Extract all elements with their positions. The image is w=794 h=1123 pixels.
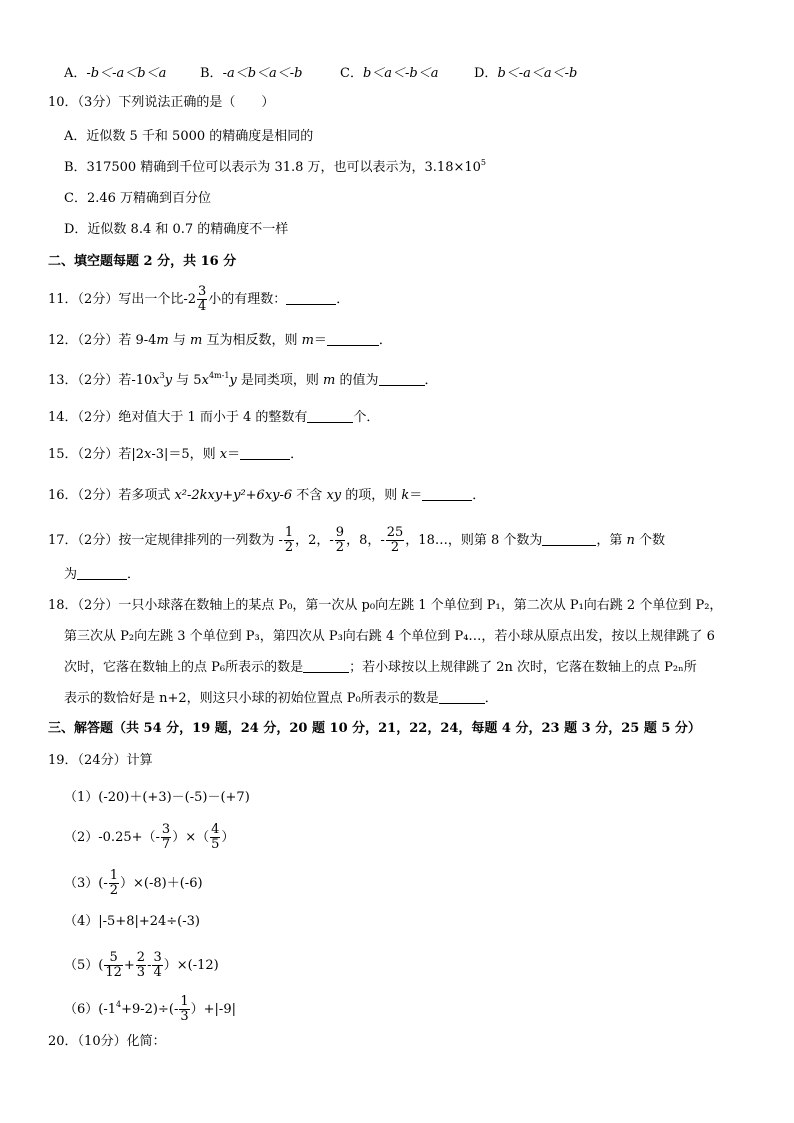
q10-option-c: C．2.46 万精确到百分位 bbox=[64, 191, 212, 206]
fraction: $\frac{1}{2}$ bbox=[284, 525, 294, 555]
answer-blank bbox=[542, 533, 596, 546]
q19-part-1: （1）(-20)＋(+3)－(-5)－(+7) bbox=[64, 790, 250, 805]
answer-blank bbox=[327, 333, 379, 346]
q19-stem: 19．（24分）计算 bbox=[48, 753, 153, 768]
q9-option-a: A．-b＜-a＜b＜a bbox=[64, 66, 167, 81]
answer-blank bbox=[439, 691, 485, 704]
q19-part-2: （2）-0.25+（- $\frac{3}{7}$ ）×（ $\frac{4}{5}$ ） bbox=[64, 822, 235, 852]
answer-blank bbox=[240, 447, 290, 460]
q19-part-5: （5）( $\frac{5}{12}$ + $\frac{2}{3}$ - $\frac{3}{4}$ ）×(-12) bbox=[64, 950, 219, 980]
section-2-heading: 二、填空题每题 2 分，共 16 分 bbox=[48, 254, 237, 269]
q9-option-d: D．b＜-a＜a＜-b bbox=[474, 66, 578, 81]
answer-blank bbox=[379, 373, 425, 386]
q9-option-c: C．b＜a＜-b＜a bbox=[340, 66, 439, 81]
fraction: $\frac{2}{3}$ bbox=[136, 950, 146, 980]
fraction: $\frac{1}{3}$ bbox=[180, 994, 189, 1024]
answer-blank bbox=[286, 292, 336, 305]
q16: 16．（2分）若多项式 x²-2kxy+y²+6xy-6 不含 xy 的项，则 k＝ ． bbox=[48, 488, 486, 503]
q10-option-a: A．近似数 5 千和 5000 的精确度是相同的 bbox=[64, 129, 314, 144]
q11: 11．（2分）写出一个比-2 $\frac{3}{4}$ 小的有理数： ． bbox=[48, 284, 350, 314]
answer-blank bbox=[422, 488, 472, 501]
fraction: $\frac{5}{12}$ bbox=[105, 950, 122, 980]
q19-part-6: $(6)(-1^4+9-2)\div(-$ $\frac{1}{3}$ ）+|-9| bbox=[64, 994, 236, 1024]
answer-blank bbox=[77, 567, 127, 580]
q19-part-4: （4）|-5+8|+24÷(-3) bbox=[64, 914, 200, 929]
answer-blank bbox=[307, 410, 353, 423]
q20-stem: 20．（10分）化简： bbox=[48, 1034, 166, 1049]
q12: 12．（2分）若 9-4m 与 m 互为相反数，则 m＝ ． bbox=[48, 333, 392, 348]
q18-line-1: 18．（2分）一只小球落在数轴上的某点 P₀，第一次从 p₀向左跳 1 个单位到 P₁，第二次从 P₁向右跳 2 个单位到 P₂， bbox=[48, 598, 723, 613]
q10-option-d: D．近似数 8.4 和 0.7 的精确度不一样 bbox=[64, 222, 289, 237]
fraction: $\frac{3}{4}$ bbox=[197, 284, 207, 314]
fraction: $\frac{1}{2}$ bbox=[109, 868, 119, 898]
section-3-heading: 三、解答题（共 54 分，19 题，24 分，20 题 10 分，21，22，24，每题 4 分，23 题 3 分，25 题 5 分） bbox=[48, 721, 701, 736]
fraction: $\frac{3}{7}$ bbox=[161, 822, 171, 852]
fraction: $\frac{4}{5}$ bbox=[211, 822, 220, 852]
q18-line-4: 表示的数恰好是 n+2，则这只小球的初始位置点 P₀所表示的数是 ． bbox=[64, 691, 498, 706]
answer-blank bbox=[303, 660, 349, 673]
q17-line-1: 17．（2分）按一定规律排列的一列数为 - $\frac{1}{2}$ ，2，- $\frac{9}{2}$ ，8，- $\frac{25}{2}$ ，18…，则第 8 个数为 ，第 n 个数 bbox=[48, 525, 666, 555]
q19-part-3: （3）(- $\frac{1}{2}$ ）×(-8)＋(-6) bbox=[64, 868, 203, 898]
q18-line-2: 第三次从 P₂向左跳 3 个单位到 P₃，第四次从 P₃向右跳 4 个单位到 P₄…，若小球从原点出发，按以上规律跳了 6 bbox=[64, 629, 715, 644]
fraction: $\frac{9}{2}$ bbox=[335, 525, 345, 555]
q13: 13．（2分）若$-10x^3y$ 与 $5x^{4m-1}y$ 是同类项，则 m 的值为 ． bbox=[48, 371, 438, 388]
q10-option-b: B．317500 精确到千位可以表示为 31.8 万，也可以表示为，$3.18\times 10^5$ bbox=[64, 158, 486, 175]
q10-stem: 10．（3分）下列说法正确的是（ ） bbox=[48, 95, 275, 110]
fraction: $\frac{25}{2}$ bbox=[386, 525, 404, 555]
q9-option-b: B．-a＜b＜a＜-b bbox=[200, 66, 303, 81]
q15: 15．（2分）若|2x-3|＝5，则 x＝ ． bbox=[48, 447, 304, 462]
fraction: $\frac{3}{4}$ bbox=[153, 950, 162, 980]
q14: 14．（2分）绝对值大于 1 而小于 4 的整数有 个． bbox=[48, 410, 380, 425]
q18-line-3: 次时，它落在数轴上的点 P₆所表示的数是 ；若小球按以上规律跳了 2n 次时，它落在数轴上的点 P₂ₙ所 bbox=[64, 660, 697, 675]
q17-line-2: 为 ． bbox=[64, 567, 141, 582]
